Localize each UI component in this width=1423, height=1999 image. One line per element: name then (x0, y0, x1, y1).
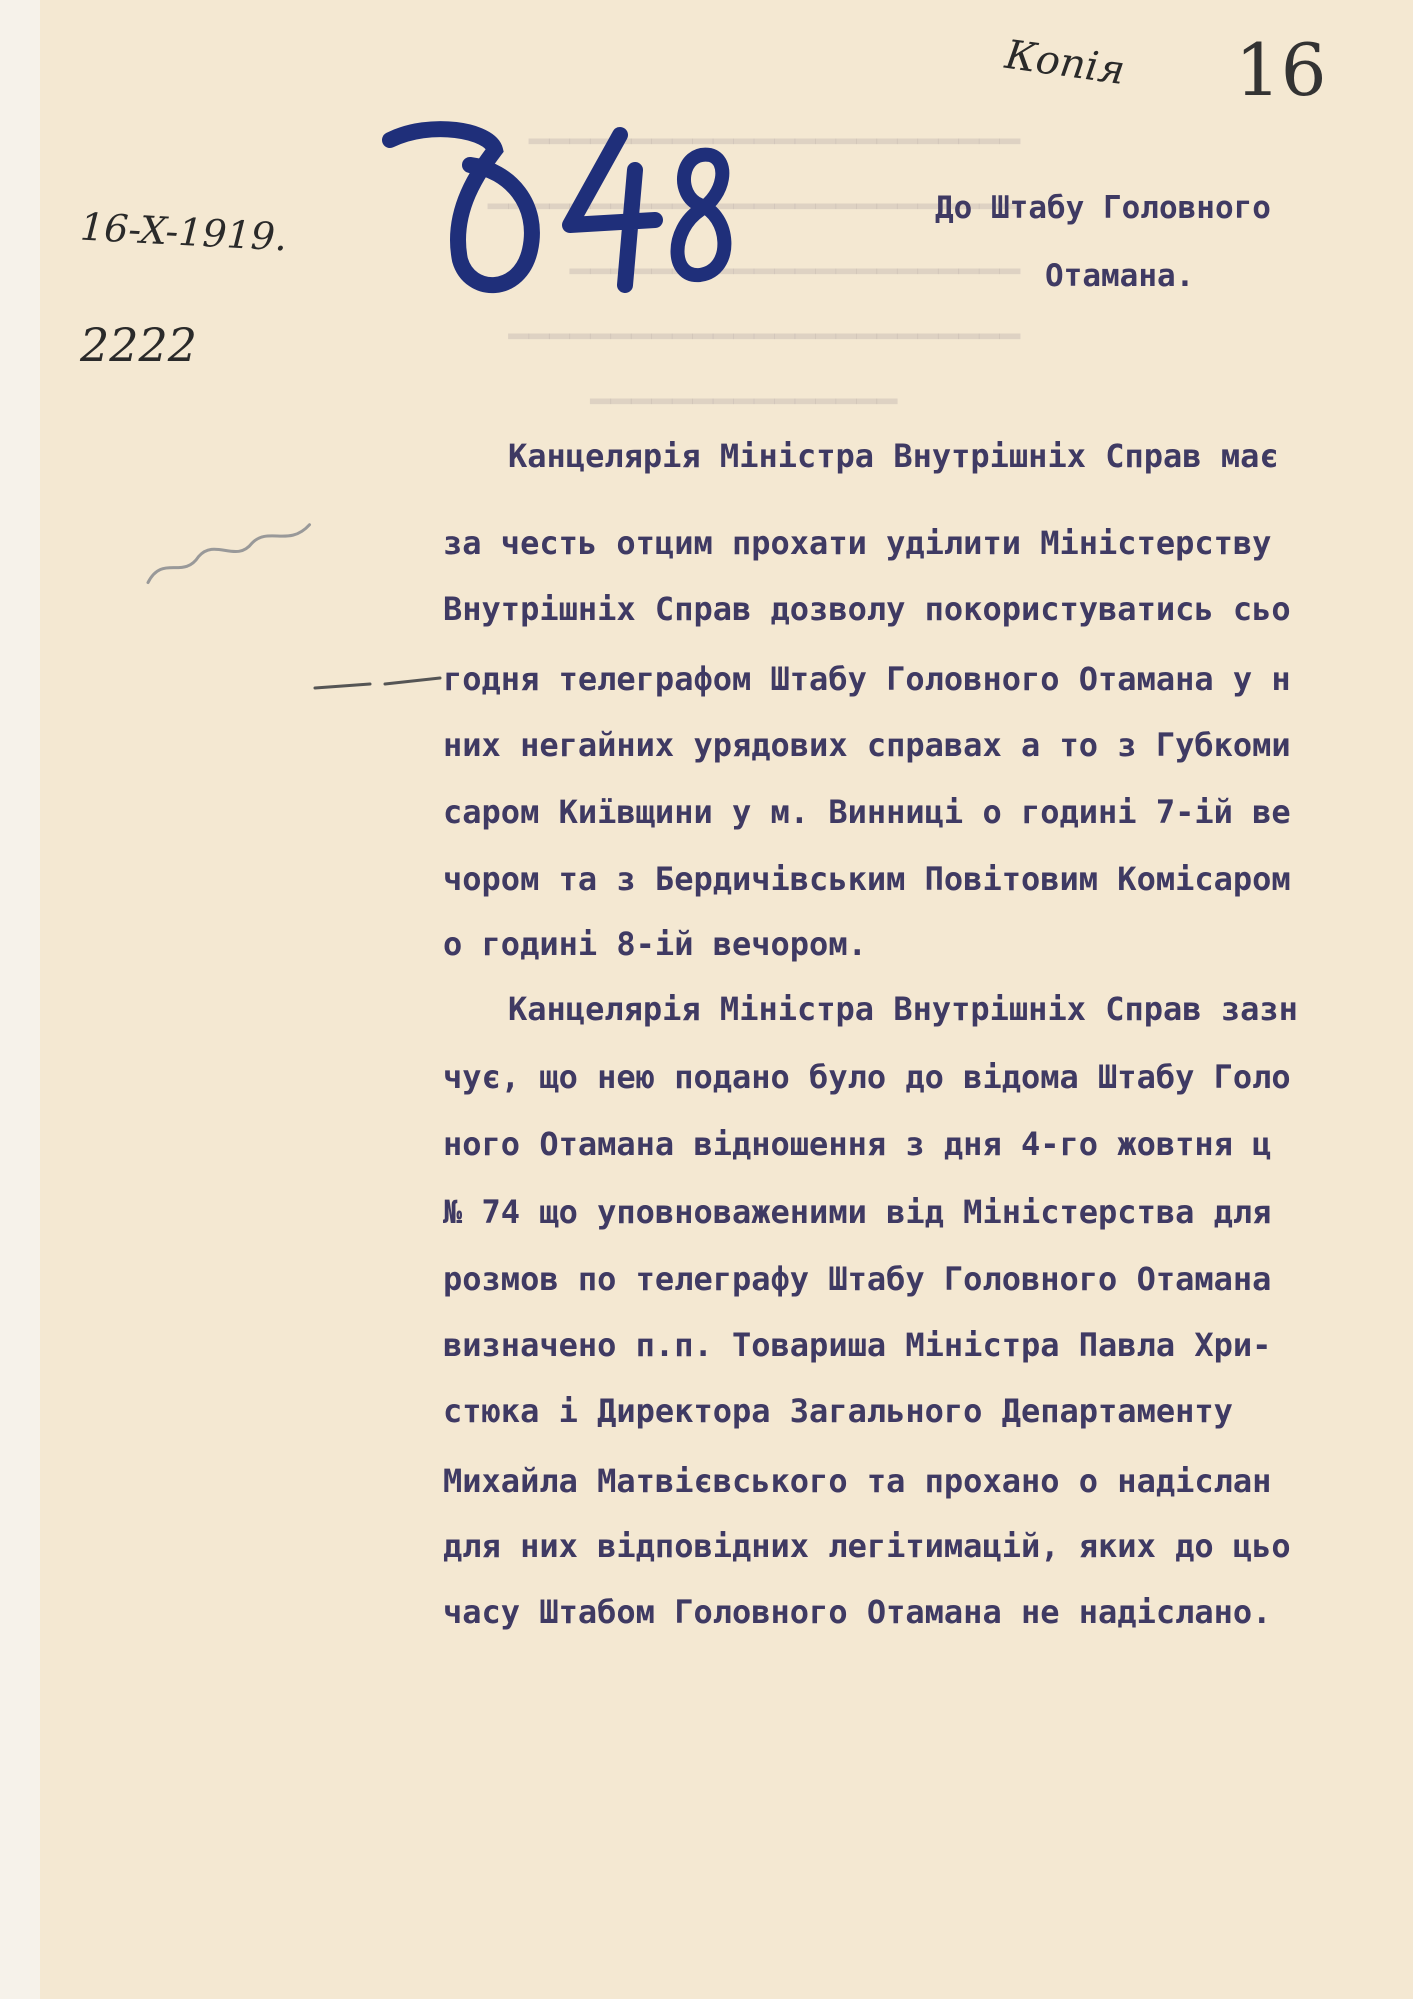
body-line: Канцелярія Міністра Внутрішніх Справ зазн (508, 990, 1298, 1028)
body-line: годня телеграфом Штабу Головного Отамана у н (443, 660, 1291, 698)
date-note-handwritten: 16-X-1919. (78, 204, 289, 260)
bleed-through-texture: ━━━━━━━━━━━━━━━━━━━━━━━━ ━━━━━━━━━━━━━━━━━━━━━━━━━━ ━━━━━━━━━━━━━━━━━━━━━━ ━━━━━━━━━━━━━━━━━━━━━━━━━ ━━━━━━━━━━━━━━━ (487, 122, 1020, 422)
body-line: о годині 8-ій вечором. (443, 925, 867, 963)
registration-number-handwritten: 2222 (80, 318, 198, 372)
ink-mark-d48 (370, 110, 750, 310)
body-line: за честь отцим прохати уділити Міністерству (443, 524, 1272, 562)
address-line-2: Отамана. (1045, 258, 1195, 294)
body-line: чором та з Бердичівським Повітовим Комісаром (443, 860, 1291, 898)
body-line: визначено п.п. Товариша Міністра Павла Хри- (443, 1326, 1272, 1364)
top-note-handwritten: Копія (1002, 31, 1128, 95)
pencil-scribble-mark (136, 512, 324, 607)
body-line: Михайла Матвієвського та прохано о надіслан (443, 1462, 1272, 1500)
body-line: них негайних урядових справах а то з Губкоми (443, 726, 1291, 764)
body-line: саром Київщини у м. Винниці о годині 7-ій ве (443, 793, 1291, 831)
body-line: чує, що нею подано було до відома Штабу Голо (443, 1058, 1291, 1096)
body-line: для них відповідних легітимацій, яких до цьо (443, 1527, 1291, 1565)
body-line: стюка і Директора Загального Департаменту (443, 1392, 1233, 1430)
sheet-number-handwritten: 16 (1235, 28, 1327, 112)
address-line-1: До Штабу Головного (935, 190, 1271, 226)
body-line: Внутрішніх Справ дозволу покористуватись сьо (443, 590, 1291, 628)
body-line: № 74 що уповноваженими від Міністерства для (443, 1193, 1272, 1231)
body-line: часу Штабом Головного Отамана не надіслано. (443, 1593, 1272, 1631)
body-line: ного Отамана відношення з дня 4-го жовтня ц (443, 1125, 1272, 1163)
pencil-dash-mark (310, 670, 450, 704)
body-line: розмов по телеграфу Штабу Головного Отамана (443, 1260, 1272, 1298)
page-right-edge (1413, 0, 1423, 1999)
body-line: Канцелярія Міністра Внутрішніх Справ має (508, 437, 1279, 475)
page-left-margin (0, 0, 40, 1999)
